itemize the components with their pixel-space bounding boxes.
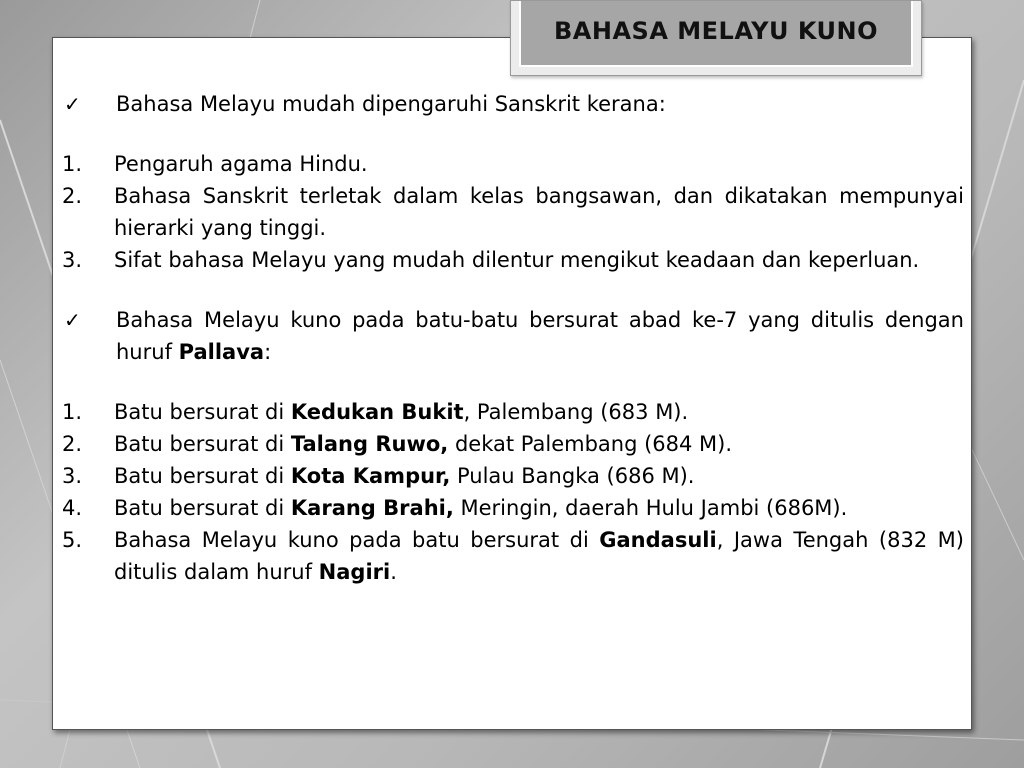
list-number: 3.: [62, 464, 83, 488]
bold-term: Talang Ruwo,: [290, 432, 449, 456]
bold-term: Karang Brahi,: [290, 496, 454, 520]
check-icon: ✓: [64, 308, 81, 332]
text-run: .: [390, 560, 397, 584]
bullet-item: [62, 88, 964, 120]
list-item: [62, 148, 964, 180]
list-number: 5.: [62, 528, 83, 552]
text-run: :: [264, 340, 272, 364]
title-box: [510, 0, 922, 76]
list-text: Sifat bahasa Melayu yang mudah dilentur mengikut keadaan dan keperluan.: [114, 248, 920, 272]
bold-term: Pallava: [178, 340, 265, 364]
text-run: , Palembang (683 M).: [463, 400, 689, 424]
check-icon: ✓: [64, 92, 81, 116]
spacer: [62, 120, 964, 148]
bold-term: Kedukan Bukit: [290, 400, 464, 424]
slide-title: BAHASA MELAYU KUNO: [554, 17, 878, 45]
bullet-item: [62, 304, 964, 368]
text-run: Bahasa Melayu kuno pada batu bersurat di: [114, 528, 600, 552]
spacer: [62, 276, 964, 304]
list-number: 3.: [62, 248, 83, 272]
bold-term: Nagiri: [318, 560, 391, 584]
list-number: 4.: [62, 496, 83, 520]
list-text: [114, 460, 964, 492]
slide-body: [62, 88, 964, 588]
text-run: Batu bersurat di: [114, 496, 291, 520]
text-run: , Jawa Tengah (832 M) ditulis dalam huruf: [114, 528, 964, 584]
list-item: [62, 428, 964, 460]
text-run: Bahasa Melayu kuno pada batu-batu bersurat abad ke-7 yang ditulis dengan huruf: [116, 308, 964, 364]
list-item: [62, 396, 964, 428]
text-run: dekat Palembang (684 M).: [448, 432, 733, 456]
list-text: Bahasa Sanskrit terletak dalam kelas bangsawan, dan dikatakan mempunyai hierarki yang tinggi.: [114, 184, 964, 240]
list-item: [62, 524, 964, 588]
list-text: [114, 428, 964, 460]
list-text: Pengaruh agama Hindu.: [114, 152, 368, 176]
spacer: [62, 368, 964, 396]
list-number: 2.: [62, 184, 83, 208]
text-run: Meringin, daerah Hulu Jambi (686M).: [453, 496, 848, 520]
list-number: 2.: [62, 432, 83, 456]
bold-term: Kota Kampur,: [290, 464, 451, 488]
list-text: [114, 524, 964, 588]
text-run: Batu bersurat di: [114, 464, 291, 488]
bullet-text: Bahasa Melayu mudah dipengaruhi Sanskrit kerana:: [116, 92, 666, 116]
text-run: Pulau Bangka (686 M).: [450, 464, 695, 488]
list-text: [114, 396, 964, 428]
bold-term: Gandasuli: [599, 528, 717, 552]
bullet-text: [116, 304, 964, 368]
list-item: [62, 460, 964, 492]
title-banner: [519, 1, 913, 67]
list-text: [114, 492, 964, 524]
list-item: [62, 492, 964, 524]
list-number: 1.: [62, 400, 83, 424]
list-item: [62, 180, 964, 244]
list-item: [62, 244, 964, 276]
text-run: Batu bersurat di: [114, 400, 291, 424]
list-number: 1.: [62, 152, 83, 176]
text-run: Batu bersurat di: [114, 432, 291, 456]
